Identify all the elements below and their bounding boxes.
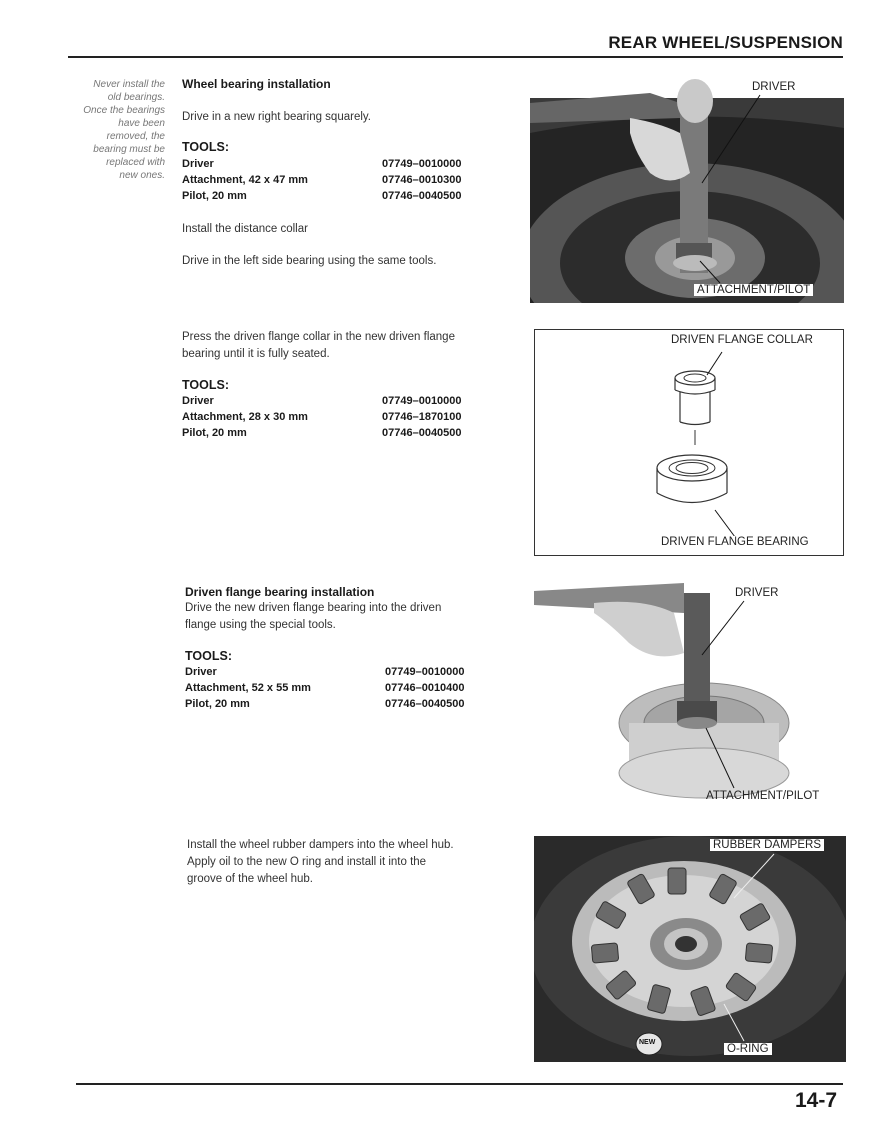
section1-tools-list [182,156,502,204]
section-heading-driven-flange: Driven flange bearing installation [185,585,375,599]
collar-bearing-drawing [535,330,843,555]
tool-number: 07746–1870100 [382,411,462,423]
tool-name: Pilot, 20 mm [182,190,247,202]
tool-row [185,680,505,696]
figure-label-o-ring: O-RING [724,1043,772,1055]
tool-row [182,425,502,441]
side-note-line: bearing must be [93,144,165,155]
rubber-dampers-photo [534,836,846,1062]
section2-intro-line1: Press the driven flange collar in the new driven flange [182,331,455,343]
tool-name: Driver [185,666,217,678]
figure-label-rubber-dampers: RUBBER DAMPERS [710,839,824,851]
side-note-line: old bearings. [107,92,165,103]
figure-label-attachment-pilot: ATTACHMENT/PILOT [706,790,820,802]
tool-number: 07746–0040500 [385,698,465,710]
figure-wheel-bearing-driver [530,73,844,303]
section3-tools-list [185,664,505,712]
figure-driven-flange-driver [534,583,844,810]
side-note-line: removed, the [106,131,165,142]
side-note-line: have been [118,118,165,129]
side-note-line: Never install the [93,79,165,90]
figure-label-driven-flange-bearing: DRIVEN FLANGE BEARING [661,536,809,548]
tool-name: Driver [182,395,214,407]
wheel-bearing-photo [530,73,844,303]
figure-label-driver: DRIVER [735,587,779,599]
section-heading-wheel-bearing: Wheel bearing installation [182,77,331,91]
tool-name: Pilot, 20 mm [185,698,250,710]
page-header-title: REAR WHEEL/SUSPENSION [608,33,843,52]
tool-number: 07749–0010000 [382,158,462,170]
section1-intro: Drive in a new right bearing squarely. [182,111,371,123]
side-note-line: new ones. [119,170,165,181]
tool-number: 07746–0040500 [382,190,462,202]
figure-label-driven-flange-collar: DRIVEN FLANGE COLLAR [671,334,813,346]
tool-row [182,156,502,172]
page-number: 14-7 [795,1089,838,1112]
tool-row [185,696,505,712]
tool-name: Driver [182,158,214,170]
tool-number: 07749–0010000 [385,666,465,678]
tool-row [185,664,505,680]
tool-name: Attachment, 42 x 47 mm [182,174,308,186]
tool-name: Attachment, 28 x 30 mm [182,411,308,423]
side-note [60,78,165,182]
tool-number: 07746–0010300 [382,174,462,186]
tool-number: 07746–0010400 [385,682,465,694]
tool-row [182,409,502,425]
figure-label-driver: DRIVER [752,81,796,93]
section2-tools-title: TOOLS: [182,378,229,392]
section1-step2: Install the distance collar [182,223,308,235]
figure-rubber-dampers [534,836,846,1062]
tool-name: Attachment, 52 x 55 mm [185,682,311,694]
tool-row [182,393,502,409]
side-note-line: replaced with [106,157,165,168]
section4-line1: Install the wheel rubber dampers into the wheel hub. [187,839,454,851]
section3-intro-line2: flange using the special tools. [185,619,336,631]
tool-number: 07749–0010000 [382,395,462,407]
flange-driver-photo [534,583,844,810]
side-note-line: Once the bearings [83,105,165,116]
section3-intro-line1: Drive the new driven flange bearing into the driven [185,602,442,614]
tool-row [182,172,502,188]
section1-step3: Drive in the left side bearing using the same tools. [182,255,437,267]
figure-driven-flange-collar [534,329,844,556]
section2-tools-list [182,393,502,441]
footer-rule [76,1083,843,1085]
section4-line2: Apply oil to the new O ring and install it into the [187,856,427,868]
section2-intro-line2: bearing until it is fully seated. [182,348,330,360]
header-rule [68,56,843,58]
section1-tools-title: TOOLS: [182,140,229,154]
section4-line3: groove of the wheel hub. [187,873,313,885]
tool-row [182,188,502,204]
tool-name: Pilot, 20 mm [182,427,247,439]
new-part-badge: NEW [639,1039,656,1046]
figure-label-attachment-pilot: ATTACHMENT/PILOT [694,284,813,296]
section3-tools-title: TOOLS: [185,649,232,663]
tool-number: 07746–0040500 [382,427,462,439]
